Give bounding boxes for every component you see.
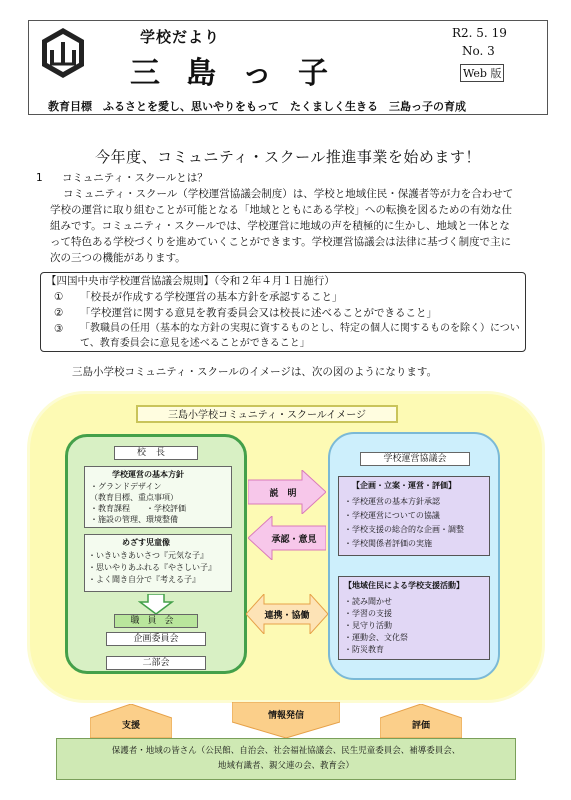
diagram-intro: 三島小学校コミュニティ・スクールのイメージは、次の図のようになります。	[72, 366, 438, 378]
collaboration-arrow-label: 連携・協働	[264, 611, 310, 621]
policy-item: ・グランドデザイン	[90, 482, 162, 491]
council-function-item: ・学校運営の基本方針承認	[344, 497, 440, 506]
child-goal-item: ・よく聞き自分で『考える子』	[88, 575, 200, 584]
info-arrow-label: 情報発信	[267, 711, 304, 721]
policy-item: （教育目標、重点事項）	[90, 493, 178, 502]
council-function-item: ・学校関係者評価の実施	[344, 539, 432, 548]
child-goal-item: ・思いやりあふれる『やさしい子』	[88, 563, 216, 572]
community-support-title: 【地域住民による学校支援活動】	[344, 581, 464, 590]
rule-text: 「教職員の任用（基本的な方針の実現に資するものとし、特定の個人に関するものを除く）について、教育委員会に意見を述べることができること」	[80, 323, 520, 349]
council-title-box: 学校運営協議会	[360, 452, 470, 466]
two-departments-box: 二部会	[106, 656, 206, 670]
web-edition-badge: Web 版	[460, 64, 504, 82]
rule-number: ①	[54, 291, 64, 303]
policy-title: 学校運営の基本方針	[112, 470, 184, 479]
community-support-item: ・学習の支援	[344, 609, 392, 618]
evaluation-arrow-label: 評価	[411, 721, 430, 731]
support-arrow-label: 支援	[121, 721, 140, 731]
community-support-item: ・見守り活動	[344, 621, 392, 630]
rule-text: 「学校運営に関する意見を教育委員会又は校長に述べることができること」	[80, 307, 437, 319]
rule-text: 「校長が作成する学校運営の基本方針を承認すること」	[80, 291, 343, 303]
page-headline: 今年度、コミュニティ・スクール推進事業を始めます！	[95, 148, 481, 166]
community-bar	[56, 738, 516, 780]
approval-arrow-label: 承認・意見	[271, 535, 317, 545]
community-support-item: ・運動会、文化祭	[344, 633, 408, 642]
section-title: コミュニティ・スクールとは？	[62, 172, 208, 184]
issue-number: No. 3	[462, 44, 495, 58]
rule-number: ②	[54, 307, 64, 319]
policy-item: ・施設の管理、環境整備	[90, 515, 178, 524]
principal-box: 校長	[114, 446, 198, 460]
section-number: 1	[36, 172, 43, 184]
newsletter-title: 三島っ子	[130, 56, 354, 91]
newsletter-kicker: 学校だより	[140, 28, 221, 46]
child-goal-item: ・いきいきあいさつ『元気な子』	[88, 551, 208, 560]
education-motto: 教育目標 ふるさとを愛し、思いやりをもって たくましく生きる 三島っ子の育成	[48, 100, 466, 113]
diagram-banner: 三島小学校コミュニティ・スクールイメージ	[136, 405, 398, 423]
school-emblem-icon	[38, 26, 88, 80]
council-function-item: ・学校支援の総合的な企画・調整	[344, 525, 464, 534]
community-support-item: ・読み聞かせ	[344, 597, 392, 606]
council-function-item: ・学校運営についての協議	[344, 511, 440, 520]
community-support-item: ・防災教育	[344, 645, 384, 654]
community-bar-line: 地域有識者、親父連の会、教育会）	[217, 761, 354, 771]
council-functions-title: 【企画・立案・運営・評価】	[352, 481, 456, 490]
policy-item: ・教育課程 ・学校評価	[90, 504, 186, 513]
explain-arrow-label: 説 明	[269, 489, 297, 499]
rules-title: 【四国中央市学校運営協議会規則】（令和２年４月１日施行）	[46, 275, 335, 287]
planning-committee-box: 企画委員会	[106, 632, 206, 646]
down-arrow-icon	[138, 594, 174, 614]
staff-meeting-box: 職員会	[114, 614, 198, 628]
rule-number: ③	[54, 323, 64, 335]
issue-date: R2. 5. 19	[452, 26, 507, 40]
community-bar-line: 保護者・地域の皆さん（公民館、自治会、社会福祉協議会、民生児童委員会、補導委員会、	[111, 746, 461, 756]
section-paragraph: コミュニティ・スクール（学校運営協議会制度）は、学校と地域住民・保護者等が力を合わせて学校の運営に取り組むことが可能となる「地域とともにある学校」への転換を図るための有効な仕組みです。コミュニティ・スクールでは、学校運営に地域の声を積極的に生かし、地域と一体となって特色ある学校づくりを進めていくことができます。学校運営協議会は法律に基づく制度で主に次の三つの機能があります。	[50, 188, 514, 264]
child-goals-title: めざす児童像	[122, 538, 170, 547]
